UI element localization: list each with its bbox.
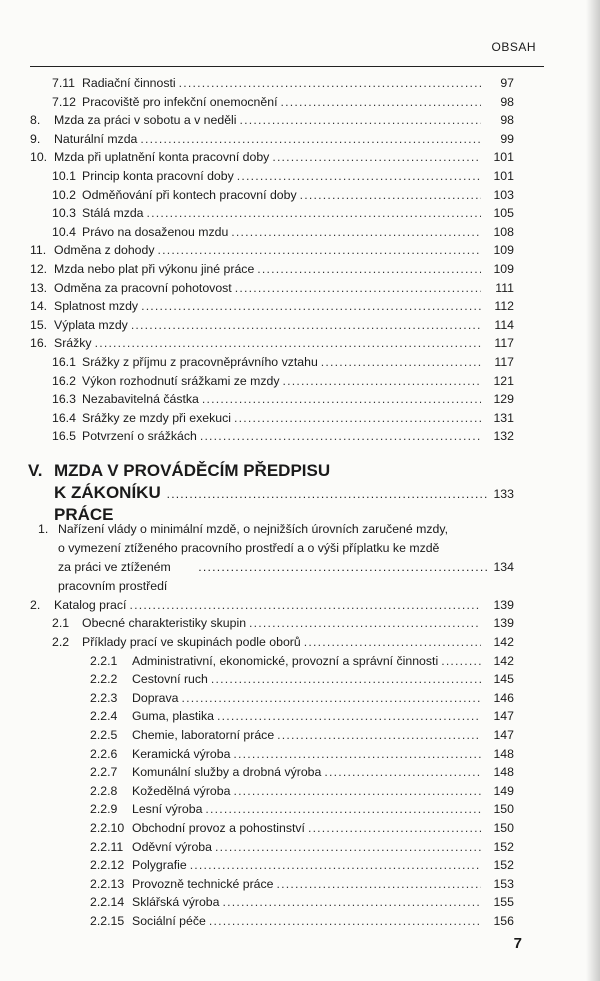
toc-entry-number: 2.2.11: [90, 839, 124, 854]
dot-leader: [233, 782, 481, 801]
table-of-contents: [0, 74, 600, 931]
toc-entry-title-row: [132, 670, 484, 689]
toc-entry-title-row: [54, 279, 484, 298]
toc-entry-title-row: [132, 838, 484, 857]
toc-entry-number: 16.3: [52, 392, 76, 407]
toc-entry: [0, 167, 600, 186]
toc-entry-number: 10.: [30, 150, 48, 165]
toc-entry-title-row: [82, 353, 484, 372]
toc-entry: [0, 186, 600, 205]
toc-entry-page: 146: [493, 690, 514, 705]
toc-entry-page: 99: [500, 131, 514, 146]
part-title-line2: K ZÁKONÍKU PRÁCE: [54, 482, 161, 524]
dot-leader: [129, 596, 481, 615]
toc-entry-page: 142: [493, 635, 514, 650]
dot-leader: [235, 279, 481, 298]
toc-entry-number: 2.2.2: [90, 672, 118, 687]
toc-entry-title: Doprava: [132, 690, 179, 705]
toc-entry: [0, 223, 600, 242]
toc-entry-title-row: [132, 819, 484, 838]
toc-entry: [0, 334, 600, 353]
toc-entry-page: 145: [493, 672, 514, 687]
toc-entry-title: Cestovní ruch: [132, 672, 208, 687]
toc-entry-number: 2.: [30, 597, 41, 612]
toc-entry-title-row: [132, 893, 484, 912]
toc-entry-title: Výkon rozhodnutí srážkami ze mzdy: [82, 373, 280, 388]
toc-entry-page: 105: [493, 206, 514, 221]
toc-entry: [0, 297, 600, 316]
toc-entry-page: 152: [493, 858, 514, 873]
toc-entry: [0, 372, 600, 391]
toc-entry-page: 98: [500, 113, 514, 128]
toc-entry-page: 132: [493, 429, 514, 444]
toc-entry-title-row: [132, 726, 484, 745]
toc-entry-page: 117: [494, 336, 514, 351]
dot-leader: [95, 334, 481, 353]
toc-entry-number: 10.3: [52, 206, 76, 221]
toc-entry-page: 109: [493, 261, 514, 276]
toc-entry-title-row: [54, 241, 484, 260]
toc-entry-number: 15.: [30, 317, 48, 332]
toc-entry-title: Sociální péče: [132, 913, 206, 928]
toc-entry-title-row: [82, 223, 484, 242]
toc-entry: [0, 279, 600, 298]
toc-entry-title: Polygrafie: [132, 858, 187, 873]
toc-entry-page: 103: [493, 187, 514, 202]
toc-entry: [0, 745, 600, 764]
toc-entry: [0, 912, 600, 931]
toc-entry-page: 98: [500, 94, 514, 109]
toc-entry-title: Oděvní výroba: [132, 839, 212, 854]
toc-entry-page: 148: [493, 765, 514, 780]
dot-leader: [249, 614, 481, 633]
toc-entry-title: Kožedělná výroba: [132, 783, 231, 798]
toc-entry-title: Obchodní provoz a pohostinství: [132, 821, 305, 835]
toc-entry-number: 2.2.9: [90, 802, 118, 817]
toc-entry: [0, 633, 600, 652]
toc-entry-title-row: [54, 260, 484, 279]
toc-part-heading: [0, 460, 600, 524]
toc-entry: [0, 800, 600, 819]
toc-entry-number: 2.2.7: [90, 765, 118, 780]
toc-entry: [0, 782, 600, 801]
toc-entry-title-row: [132, 707, 484, 726]
toc-entry-number: 8.: [30, 113, 41, 128]
section-gap: [0, 446, 600, 460]
toc-entry-line: Nařízení vlády o minimální mzdě, o nejnižších úrovních zaručené mzdy,: [58, 521, 449, 536]
toc-entry-title: Guma, plastika: [132, 709, 215, 724]
toc-entry-number: 16.1: [52, 354, 76, 369]
dot-leader: [277, 875, 482, 894]
toc-entry: [0, 726, 600, 745]
toc-entry-page: 129: [493, 392, 514, 407]
toc-entry-title-row: [132, 782, 484, 801]
toc-entry: [0, 409, 600, 428]
toc-entry-title: Odměňování při kontech pracovní doby: [82, 187, 297, 202]
toc-entry-title: Výplata mzdy: [54, 317, 128, 332]
toc-entry-multiline: [0, 520, 600, 596]
toc-entry-page: 97: [500, 76, 514, 90]
toc-entry-number: 14.: [30, 299, 48, 314]
dot-leader: [283, 372, 481, 391]
toc-entry-title: Příklady prací ve skupinách podle oborů: [82, 635, 301, 650]
toc-list-top: [0, 74, 600, 446]
dot-leader: [324, 763, 481, 782]
toc-entry-title: Provozně technické práce: [132, 876, 274, 891]
toc-entry-page: 101: [493, 168, 514, 183]
toc-entry: [0, 204, 600, 223]
toc-entry-number: 2.2.12: [90, 858, 125, 873]
dot-leader: [141, 297, 481, 316]
toc-entry: [0, 856, 600, 875]
toc-entry-page: 117: [494, 354, 514, 369]
toc-entry-title: Sklářská výroba: [132, 895, 220, 910]
toc-entry-number: 9.: [30, 131, 41, 146]
dot-leader: [215, 838, 481, 857]
dot-leader: [233, 745, 481, 764]
toc-entry-title-row: [54, 316, 484, 335]
dot-leader: [198, 558, 490, 577]
dot-leader: [234, 409, 481, 428]
page-number: 7: [513, 935, 522, 952]
toc-entry-last-line: [0, 558, 600, 596]
toc-entry-page: 108: [493, 224, 514, 239]
toc-entry: [0, 707, 600, 726]
toc-entry-number: 2.2.13: [90, 876, 125, 891]
dot-leader: [205, 800, 481, 819]
dot-leader: [257, 260, 481, 279]
toc-entry-title: Odměna za pracovní pohotovost: [54, 280, 232, 295]
toc-entry-title: Katalog prací: [54, 597, 127, 612]
toc-entry-title-row: [82, 409, 484, 428]
toc-entry-title-row: [82, 633, 484, 652]
dot-leader: [272, 148, 481, 167]
toc-entry-number: 7.12: [52, 94, 76, 109]
toc-entry-number: 1.: [38, 521, 49, 536]
dot-leader: [281, 93, 482, 112]
toc-entry-page: 150: [493, 821, 514, 835]
dot-leader: [190, 856, 481, 875]
toc-entry-title: Splatnost mzdy: [54, 299, 139, 314]
toc-entry-page: 109: [493, 243, 514, 258]
dot-leader: [209, 912, 481, 931]
toc-entry-number: 2.2.8: [90, 783, 118, 798]
toc-entry: [0, 111, 600, 130]
dot-leader: [202, 390, 481, 409]
toc-entry-title-row: [54, 297, 484, 316]
toc-entry-number: 16.5: [52, 429, 76, 444]
toc-entry-page: 139: [493, 597, 514, 612]
dot-leader: [300, 186, 481, 205]
dot-leader: [222, 893, 481, 912]
toc-entry-page: 147: [493, 728, 514, 743]
toc-entry-page: 153: [493, 876, 514, 891]
dot-leader: [231, 223, 481, 242]
toc-list-bottom: [0, 596, 600, 931]
toc-entry-page: 156: [493, 913, 514, 928]
part-number: V.: [28, 460, 43, 480]
dot-leader: [181, 689, 481, 708]
dot-leader: [179, 74, 481, 93]
dot-leader: [308, 819, 481, 838]
toc-entry-title-row: [82, 93, 484, 112]
toc-entry-page: 112: [494, 299, 514, 314]
toc-entry-title: Keramická výroba: [132, 746, 231, 761]
toc-entry-title: Mzda při uplatnění konta pracovní doby: [54, 150, 270, 165]
toc-entry-page: 139: [493, 616, 514, 631]
toc-entry-page: 152: [493, 839, 514, 854]
toc-entry-number: 2.2.3: [90, 690, 118, 705]
toc-entry-title-row: [54, 111, 484, 130]
toc-entry: [0, 689, 600, 708]
toc-entry: [0, 316, 600, 335]
toc-entry-number: 2.2.1: [90, 653, 118, 668]
dot-leader: [321, 353, 481, 372]
toc-entry-number: 7.11: [52, 76, 76, 90]
toc-entry-number: 10.2: [52, 187, 76, 202]
toc-entry-title: Právo na dosaženou mzdu: [82, 224, 229, 239]
toc-entry-number: 10.1: [52, 168, 76, 183]
dot-leader: [147, 204, 481, 223]
toc-entry-title: Naturální mzda: [54, 131, 138, 146]
toc-entry-number: 2.2.14: [90, 895, 125, 910]
toc-entry-title-row: [82, 614, 484, 633]
toc-entry-title: Potvrzení o srážkách: [82, 429, 197, 444]
toc-entry-title: Srážky: [54, 336, 92, 351]
toc-entry-page: 142: [493, 653, 514, 668]
toc-entry: [0, 130, 600, 149]
toc-entry-number: 13.: [30, 280, 48, 295]
toc-entry-title: Obecné charakteristiky skupin: [82, 616, 247, 631]
toc-entry-line: za práci ve ztíženém pracovním prostředí: [58, 559, 171, 593]
toc-entry-number: 2.2.4: [90, 709, 118, 724]
toc-entry-title: Srážky ze mzdy při exekuci: [82, 410, 231, 425]
toc-entry: [0, 652, 600, 671]
toc-entry-number: 2.2.15: [90, 913, 125, 928]
toc-entry: [0, 596, 600, 615]
dot-leader: [140, 130, 481, 149]
header-rule: [30, 66, 544, 67]
toc-entry-page: 134: [493, 559, 514, 574]
toc-entry: [0, 893, 600, 912]
toc-entry-title: Mzda za práci v sobotu a v neděli: [54, 113, 237, 128]
toc-entry-title-row: [132, 745, 484, 764]
toc-entry-title-row: [82, 427, 484, 446]
running-header: OBSAH: [491, 40, 536, 54]
toc-entry-page: 147: [493, 709, 514, 724]
toc-entry-page: 121: [493, 373, 514, 388]
toc-entry-title-row: [54, 334, 484, 353]
dot-leader: [211, 670, 481, 689]
toc-entry-title: Lesní výroba: [132, 802, 203, 817]
toc-entry: [0, 241, 600, 260]
dot-leader: [200, 427, 481, 446]
toc-entry-title-row: [82, 186, 484, 205]
toc-entry-number: 12.: [30, 261, 48, 276]
toc-entry-number: 10.4: [52, 224, 76, 239]
toc-entry-page: 155: [493, 895, 514, 910]
toc-entry-title-row: [82, 74, 484, 93]
dot-leader: [158, 241, 482, 260]
toc-entry-number: 11.: [30, 243, 47, 258]
toc-entry-number: 16.4: [52, 410, 76, 425]
toc-entry-title-row: [82, 372, 484, 391]
toc-entry-page: 101: [493, 150, 514, 165]
dot-leader: [131, 316, 481, 335]
toc-entry-title: Stálá mzda: [82, 206, 144, 221]
toc-entry-title-row: [132, 856, 484, 875]
toc-entry: [0, 260, 600, 279]
toc-entry: [0, 614, 600, 633]
toc-entry-title-row: [54, 596, 484, 615]
toc-entry-title: Chemie, laboratorní práce: [132, 728, 275, 743]
toc-entry-title: Mzda nebo plat při výkonu jiné práce: [54, 261, 255, 276]
toc-entry: [0, 838, 600, 857]
toc-entry-title-row: [82, 390, 484, 409]
toc-entry-title: Princip konta pracovní doby: [82, 168, 234, 183]
scan-edge-shadow: [586, 0, 600, 981]
toc-entry-title-row: [132, 652, 484, 671]
toc-entry-title: Komunální služby a drobná výroba: [132, 765, 322, 780]
toc-entry-title-row: [54, 130, 484, 149]
toc-entry: [0, 427, 600, 446]
toc-entry-title: Srážky z příjmu z pracovněprávního vztahu: [82, 354, 318, 369]
toc-entry-title-row: [132, 763, 484, 782]
dot-leader: [441, 652, 481, 671]
toc-entry-number: 2.2: [52, 635, 70, 650]
toc-entry: [0, 353, 600, 372]
dot-leader: [277, 726, 481, 745]
toc-entry-number: 2.2.6: [90, 746, 118, 761]
toc-entry-number: 16.: [30, 336, 48, 351]
toc-entry-title-row: [54, 148, 484, 167]
toc-entry: [0, 93, 600, 112]
toc-entry-title-row: [82, 167, 484, 186]
toc-entry-page: 148: [493, 746, 514, 761]
toc-entry-title-row: [82, 204, 484, 223]
toc-entry-page: 111: [495, 280, 514, 295]
toc-entry-number: 2.2.10: [90, 821, 125, 835]
toc-entry: [0, 875, 600, 894]
toc-entry-title: Nezabavitelná částka: [82, 392, 199, 407]
toc-entry: [0, 670, 600, 689]
dot-leader: [167, 483, 490, 505]
dot-leader: [240, 111, 481, 130]
toc-entry-page: 131: [493, 410, 514, 425]
toc-entry: [0, 74, 600, 93]
toc-entry-number: 16.2: [52, 373, 76, 388]
toc-entry-title-row: [132, 800, 484, 819]
toc-entry: [0, 819, 600, 838]
toc-entry-page: 150: [493, 802, 514, 817]
toc-entry-page: 149: [493, 783, 514, 798]
toc-entry-page: 114: [494, 317, 514, 332]
toc-entry-title-row: [132, 689, 484, 708]
dot-leader: [217, 707, 481, 726]
part-title-line1: MZDA V PROVÁDĚCÍM PŘEDPISU: [54, 460, 331, 480]
toc-entry-title-row: [132, 875, 484, 894]
dot-leader: [304, 633, 481, 652]
toc-entry-line: o vymezení ztíženého pracovního prostředí a o výši příplatku ke mzdě: [58, 540, 440, 555]
toc-entry-number: 2.2.5: [90, 728, 118, 743]
toc-entry-number: 2.1: [52, 616, 70, 631]
toc-entry: [0, 148, 600, 167]
part-page-number: 133: [493, 486, 514, 501]
toc-entry-title: Administrativní, ekonomické, provozní a správní činnosti: [132, 653, 439, 668]
toc-entry: [0, 390, 600, 409]
toc-entry: [0, 763, 600, 782]
toc-entry-title: Pracoviště pro infekční onemocnění: [82, 94, 278, 109]
toc-entry-title-row: [132, 912, 484, 931]
toc-entry-title: Odměna z dohody: [54, 243, 155, 258]
toc-entry-title: Radiační činnosti: [82, 76, 176, 90]
dot-leader: [237, 167, 481, 186]
